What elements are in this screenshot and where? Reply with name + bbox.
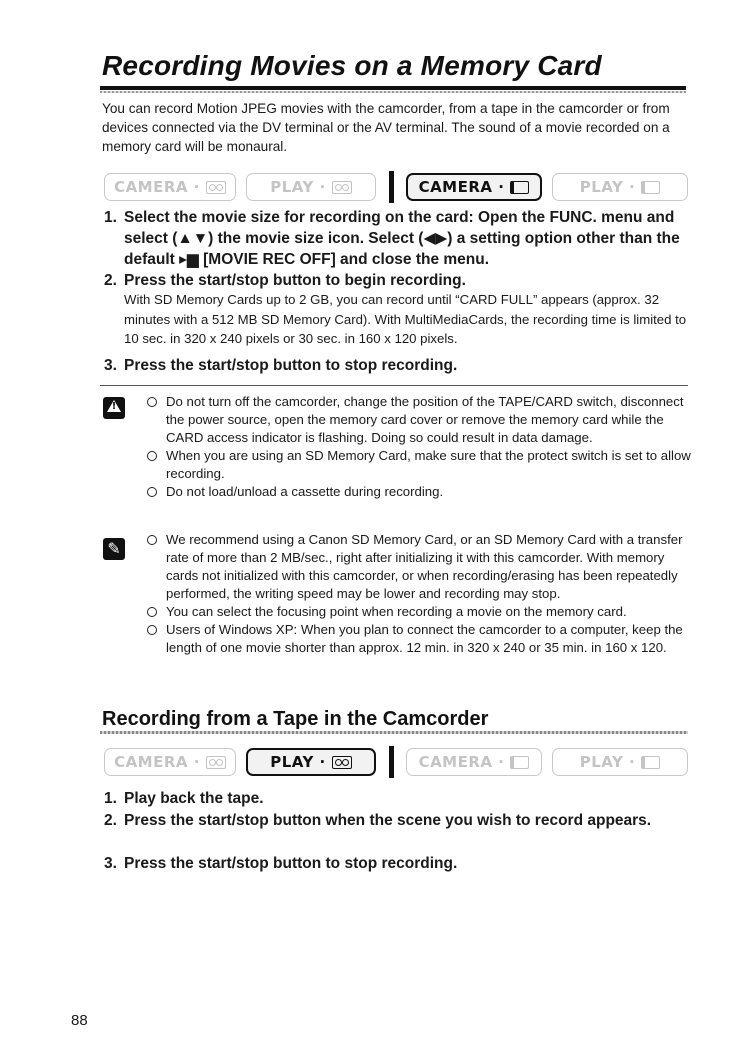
mode-camera-card — [406, 748, 542, 776]
intro-paragraph: You can record Motion JPEG movies with the camcorder, from a tape in the camcorder or from devices connected via the DV terminal or the AV terminal. The sound of a movie recorded on a memory card will be monaural. — [102, 101, 670, 154]
mode-label: PLAY · — [270, 178, 326, 196]
tape-icon — [206, 181, 226, 194]
card-icon — [641, 181, 660, 194]
title-rule-dotted — [100, 91, 686, 93]
tape-icon — [332, 756, 352, 769]
list-item: Do not turn off the camcorder, change the position of the TAPE/CARD switch, disconnect the power source, open the memory card cover or remove the memory card while the CARD access indicator is flashing. Doing so could result in data damage. — [146, 393, 692, 447]
step-number: 1. — [104, 790, 117, 807]
mode-camera-tape — [104, 173, 236, 201]
caution-icon — [103, 397, 125, 419]
step-number: 2. — [104, 812, 117, 829]
mode-label: PLAY · — [579, 178, 636, 196]
subsection-rule — [100, 731, 688, 734]
list-item: You can select the focusing point when recording a movie on the memory card. — [146, 603, 692, 621]
page-number: 88 — [71, 1012, 88, 1029]
mode-bar-memory-card — [104, 171, 688, 203]
step-text: Press the start/stop button when the scene you wish to record appears. — [124, 812, 652, 829]
step-2 — [104, 270, 688, 291]
step-number: 3. — [104, 855, 117, 872]
card-icon — [510, 181, 529, 194]
mode-label: CAMERA · — [418, 753, 505, 771]
tape-icon — [206, 756, 226, 769]
mode-play-card — [552, 748, 688, 776]
step-3 — [104, 355, 688, 376]
step-text: Press the start/stop button to stop recording. — [124, 855, 458, 872]
subsection-title: Recording from a Tape in the Camcorder — [102, 708, 489, 730]
card-icon — [641, 756, 660, 769]
tape-icon — [332, 181, 352, 194]
mode-play-tape — [246, 748, 376, 776]
step-text: Play back the tape. — [124, 790, 264, 807]
mode-label: CAMERA · — [114, 178, 200, 196]
step-text: Select the movie size for recording on the card: Open the FUNC. menu and select (▲▼) the movie size icon. Select (◀▶) a setting option other than the default ▸▆ [MOVIE REC OFF] and close the menu. — [124, 209, 680, 268]
list-item: Users of Windows XP: When you plan to connect the camcorder to a computer, keep the length of one movie shorter than approx. 12 min. in 320 x 240 or 35 min. in 160 x 120. — [146, 621, 692, 657]
mode-label: CAMERA · — [114, 753, 200, 771]
list-item: We recommend using a Canon SD Memory Card, or an SD Memory Card with a transfer rate of more than 2 MB/sec., right after initializing it with this camcorder. With memory cards not initialized with this camcorder, or when recording/erasing has been repeatedly performed, the writing speed may be lower and recording may stop. — [146, 531, 692, 603]
mode-separator — [389, 746, 394, 778]
page-title: Recording Movies on a Memory Card — [102, 50, 602, 81]
step-number: 2. — [104, 272, 117, 289]
list-item: Do not load/unload a cassette during recording. — [146, 483, 692, 501]
step-1 — [104, 207, 688, 270]
mode-camera-tape — [104, 748, 236, 776]
mode-separator — [389, 171, 394, 203]
note-pencil-icon — [103, 538, 125, 560]
caution-notes — [146, 393, 692, 501]
step-number: 3. — [104, 357, 117, 374]
step-text: Press the start/stop button to begin recording. — [124, 272, 466, 289]
mode-bar-tape — [104, 746, 688, 778]
step-2-detail: With SD Memory Cards up to 2 GB, you can record until “CARD FULL” appears (approx. 32 minutes with a 512 MB SD Memory Card). With MultiMediaCards, the recording time is limited to 10 sec. in 320 x 240 pixels or 30 sec. in 160 x 120 pixels. — [124, 292, 687, 346]
mode-play-tape — [246, 173, 376, 201]
card-icon — [510, 756, 529, 769]
mode-camera-card — [406, 173, 542, 201]
mode-label: PLAY · — [579, 753, 636, 771]
mode-label: PLAY · — [270, 753, 326, 771]
step-3 — [104, 853, 688, 874]
mode-play-card — [552, 173, 688, 201]
step-text: Press the start/stop button to stop recording. — [124, 357, 458, 374]
notes-divider — [100, 385, 688, 386]
mode-label: CAMERA · — [418, 178, 505, 196]
step-1 — [104, 788, 688, 809]
step-number: 1. — [104, 209, 117, 226]
info-notes — [146, 531, 692, 657]
step-2 — [104, 810, 664, 831]
list-item: When you are using an SD Memory Card, make sure that the protect switch is set to allow recording. — [146, 447, 692, 483]
title-rule — [100, 86, 686, 90]
